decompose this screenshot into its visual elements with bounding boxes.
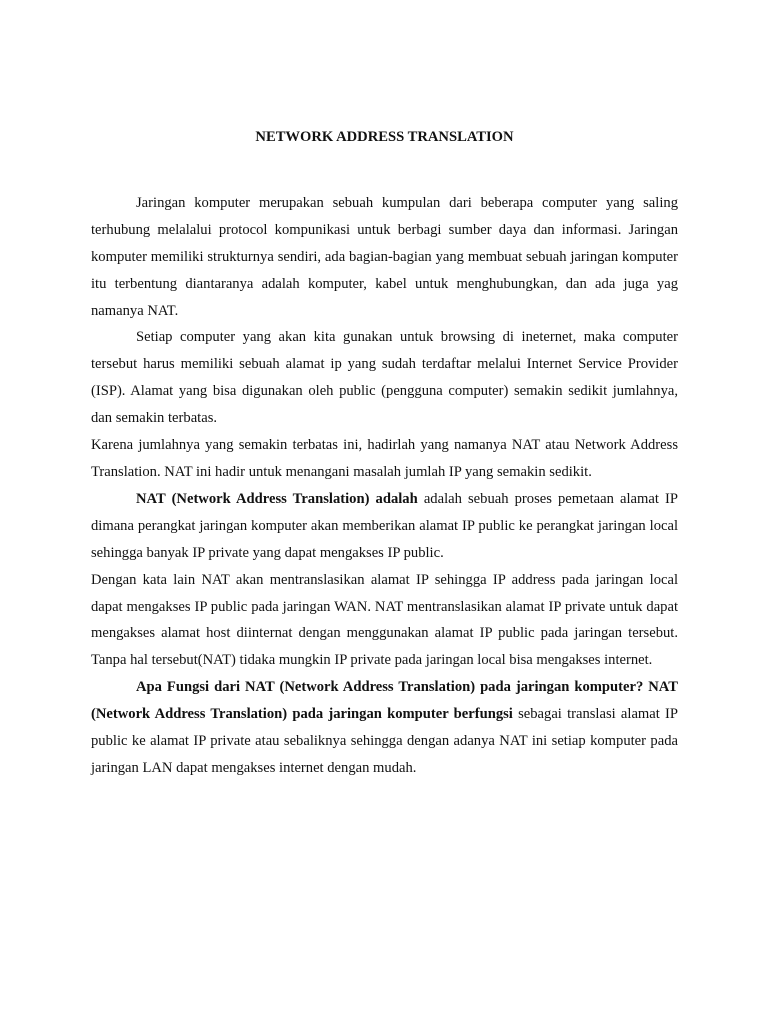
paragraph-nat-explanation: Dengan kata lain NAT akan mentranslasikan alamat IP sehingga IP address pada jaringan local dapat mengakses IP public pada jaringan WAN. NAT mentranslasikan alamat IP private untuk dapat mengakses alamat host diinternat dengan menggunakan alamat IP public pada jaringan tersebut. Tanpa hal tersebut(NAT) tidaka mungkin IP private pada jaringan local bisa mengakses internet. [91,571,678,669]
nat-definition-term: NAT (Network Address Translation) adalah [136,490,418,507]
paragraph-nat-origin: Karena jumlahnya yang semakin terbatas ini, hadirlah yang namanya NAT atau Network Address Translation. NAT ini hadir untuk menangani masalah jumlah IP yang semakin sedikit. [91,437,678,480]
paragraph-nat-function [91,674,678,782]
paragraph-ip-address: Setiap computer yang akan kita gunakan untuk browsing di ineternet, maka computer tersebut harus memiliki sebuah alamat ip yang sudah terdaftar melalui Internet Service Provider (ISP). Alamat yang bisa digunakan oleh public (pengguna computer) semakin sedikit jumlahnya, dan semakin terbatas. [91,329,678,427]
paragraph-intro: Jaringan komputer merupakan sebuah kumpulan dari beberapa computer yang saling terhubung melalalui protocol kompunikasi untuk berbagi sumber daya dan informasi. Jaringan komputer memiliki strukturnya sendiri, ada bagian-bagian yang membuat sebuah jaringan komputer itu terbentung diantaranya adalah komputer, kabel untuk menghubungkan, dan ada juga yag namanya NAT. [91,194,678,319]
paragraph-nat-definition [91,486,678,567]
nat-function-question: Apa Fungsi dari NAT (Network Address Translation) pada jaringan komputer? [136,679,644,696]
document-title: NETWORK ADDRESS TRANSLATION [255,129,514,145]
document-body [91,124,678,782]
nat-function-text: sebagai translasi alamat IP public ke alamat IP private atau sebaliknya sehingga dengan adanya NAT ini setiap komputer pada jaringan LAN dapat mengakses internet dengan mudah. [91,706,679,776]
nat-function-lead: NAT (Network Address Translation) pada jaringan komputer berfungsi [91,679,678,723]
nat-definition-text: adalah sebuah proses pemetaan alamat IP dimana perangkat jaringan komputer akan memberikan alamat IP public ke perangkat jaringan local sehingga banyak IP private yang dapat mengakses IP public. [91,490,678,561]
